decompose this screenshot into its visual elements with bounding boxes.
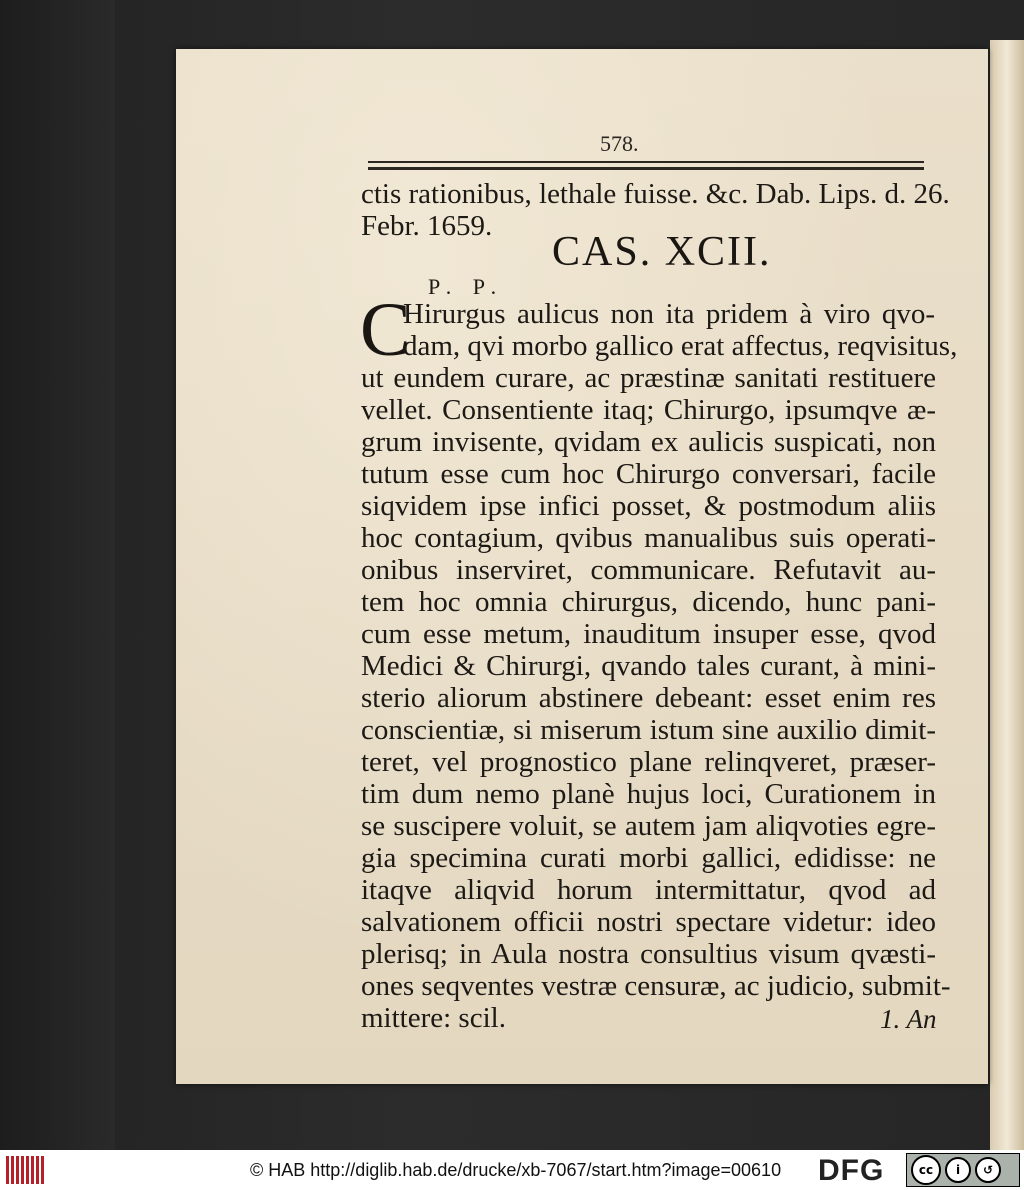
- text-line: tim dum nemo planè hujus loci, Curationem in: [361, 778, 936, 810]
- hab-logo-icon: [6, 1156, 46, 1184]
- page-number: 578.: [600, 131, 639, 156]
- text-line: tem hoc omnia chirurgus, dicendo, hunc pani-: [361, 586, 936, 618]
- viewer-footer: [0, 1150, 1024, 1190]
- text-line: ctis rationibus, lethale fuisse. &c. Dab. Lips. d. 26.: [361, 178, 950, 210]
- text-line: siqvidem ipse infici posset, & postmodum aliis: [361, 490, 936, 522]
- text-line: onibus inserviret, communicare. Refutavit au-: [361, 554, 936, 586]
- header-rule-top: [368, 161, 924, 163]
- text-line: conscientiæ, si miserum istum sine auxilio dimit-: [361, 714, 936, 746]
- text-line: gia specimina curati morbi gallici, edidisse: ne: [361, 842, 936, 874]
- by-icon: i: [945, 1157, 971, 1183]
- text-line: vellet. Consentiente itaq; Chirurgo, ipsumqve æ-: [361, 394, 936, 426]
- text-line: ut eundem curare, ac præstinæ sanitati restituere: [361, 362, 936, 394]
- drop-capital: C: [360, 288, 411, 372]
- text-line: hoc contagium, qvibus manualibus suis operati-: [361, 522, 936, 554]
- case-title: CAS. XCII.: [552, 229, 772, 275]
- text-line: cum esse metum, inauditum insuper esse, qvod: [361, 618, 936, 650]
- text-line: sterio aliorum abstinere debeant: esset enim res: [361, 682, 936, 714]
- text-line: itaqve aliqvid horum intermittatur, qvod ad: [361, 874, 936, 906]
- text-line: Hirurgus aulicus non ita pridem à viro qvo-: [403, 298, 935, 330]
- header-rule-bottom: [368, 167, 924, 170]
- dfg-logo: DFG: [818, 1154, 885, 1187]
- catchword: 1. An: [880, 1004, 937, 1034]
- text-line: Febr. 1659.: [361, 210, 493, 242]
- text-line: grum invisente, qvidam ex aulicis suspicati, non: [361, 426, 936, 458]
- text-line: Medici & Chirurgi, qvando tales curant, à mini-: [361, 650, 936, 682]
- text-line: se suscipere voluit, se autem jam aliqvoties egre-: [361, 810, 936, 842]
- next-page-edge: [990, 40, 1024, 1150]
- salutation: P. P.: [428, 274, 505, 299]
- text-line: tutum esse cum hoc Chirurgo conversari, facile: [361, 458, 936, 490]
- sa-icon: ↺: [975, 1157, 1001, 1183]
- scanner-left-edge: [0, 0, 115, 1150]
- text-line: plerisq; in Aula nostra consultius visum qvæsti-: [361, 938, 936, 970]
- cc-icon: cc: [911, 1155, 941, 1185]
- license-badge[interactable]: [906, 1153, 1020, 1187]
- text-line: teret, vel prognostico plane relinqveret, præser-: [361, 746, 936, 778]
- text-line: salvationem officii nostri spectare videtur: ideo: [361, 906, 936, 938]
- text-line: ones seqventes vestræ censuræ, ac judicio, submit-: [361, 970, 951, 1002]
- text-line: mittere: scil.: [361, 1002, 506, 1034]
- text-line: dam, qvi morbo gallico erat affectus, reqvisitus,: [403, 330, 958, 362]
- footer-source-link[interactable]: © HAB http://diglib.hab.de/drucke/xb-7067/start.htm?image=00610: [250, 1160, 782, 1180]
